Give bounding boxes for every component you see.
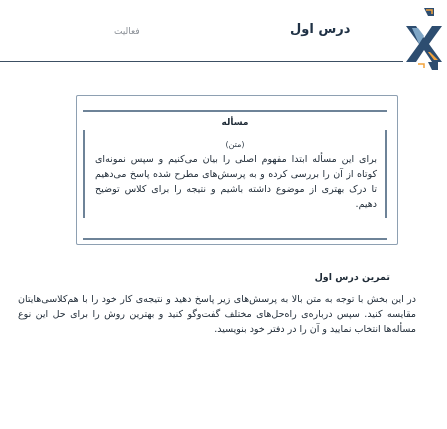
header-divider (0, 61, 403, 62)
header-extra-label: فعالیت (114, 27, 140, 37)
content-box-inner (83, 110, 387, 240)
section-title: تمرین درس اول (314, 272, 390, 283)
box-subtitle: (متن) (225, 140, 245, 149)
content-box (76, 95, 398, 245)
box-paragraph: برای این مسأله ابتدا مفهوم اصلی را بیان می‌کنیم و سپس نمونه‌ای کوتاه از آن را بررسی کرده و به پرسش‌های مطرح شده پاسخ می‌دهیم تا درک بهتری از موضوع داشته باشیم و نتیجه را برای کلاس توضیح دهیم. (95, 154, 377, 210)
brand-logo-icon (398, 4, 444, 70)
page-header (0, 0, 447, 70)
lesson-label: درس اول (290, 22, 351, 37)
section-paragraph: در این بخش با توجه به متن بالا به پرسش‌های زیر پاسخ دهید و نتیجه‌ی کار خود را با هم‌کلاسی‌هایتان مقایسه کنید. سپس درباره‌ی راه‌حل‌های مختلف گفت‌وگو کنید و بهترین روش را برای حل این نوع مسأله‌ها انتخاب نمایید و آن را در دفتر خود بنویسید. (18, 294, 416, 335)
box-title: مسأله (221, 118, 249, 128)
